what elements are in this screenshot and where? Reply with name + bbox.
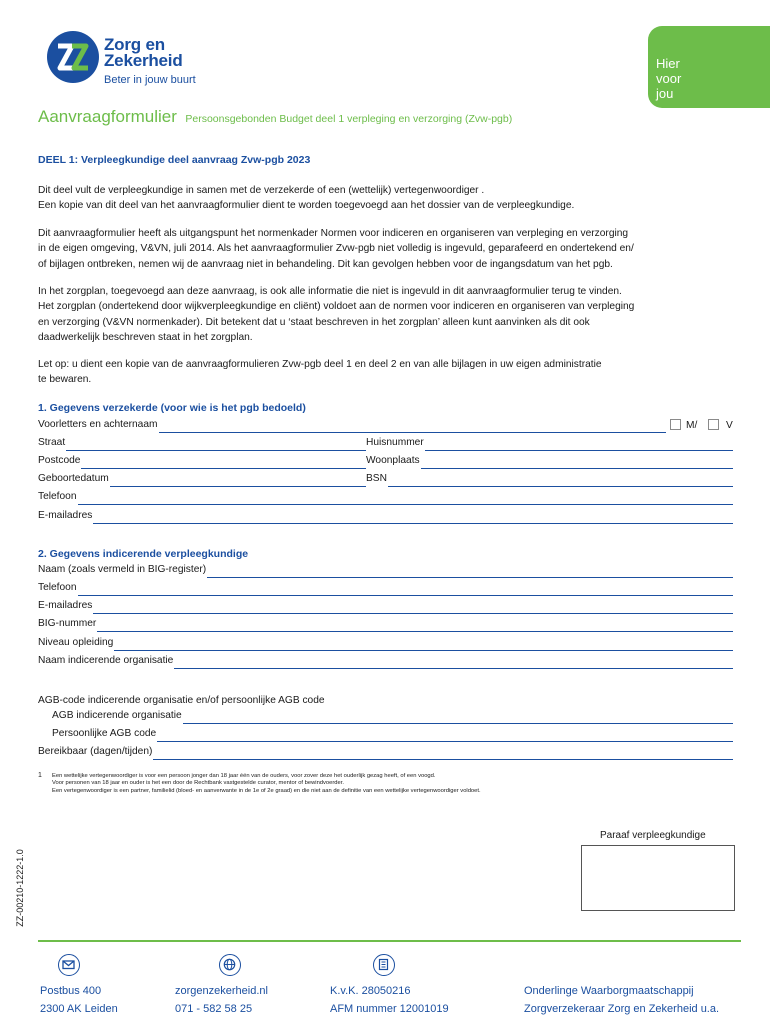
telefoon-field[interactable] bbox=[38, 491, 733, 505]
deel1-heading: DEEL 1: Verpleegkundige deel aanvraag Zvw-pgb 2023 bbox=[38, 154, 311, 166]
intro-paragraph-2 bbox=[38, 226, 738, 272]
tab-line1: Hier bbox=[656, 56, 680, 71]
p3-line: Het zorgplan (ondertekend door wijkverpleegkundige en cliënt) voldoet aan de normen voor indiceren en organiseren van verpleging bbox=[38, 301, 635, 313]
organisatie-label: Naam indicerende organisatie bbox=[38, 655, 174, 666]
vpk-email-field[interactable] bbox=[38, 600, 733, 614]
postcode-input-line[interactable] bbox=[81, 457, 366, 469]
p2-line: Dit aanvraagformulier heeft als uitgangspunt het normenkader Normen voor indiceren en organiseren van verpleging en verzorging bbox=[38, 228, 629, 239]
agb-org-field[interactable] bbox=[52, 710, 733, 724]
voorletters-label: Voorletters en achternaam bbox=[38, 419, 158, 430]
footer-website-link[interactable]: zorgenzekerheid.nl bbox=[175, 985, 268, 997]
agb-intro-text: AGB-code indicerende organisatie en/of persoonlijke AGB code bbox=[38, 695, 325, 706]
email-label: E-mailadres bbox=[38, 510, 93, 521]
naam-big-field[interactable] bbox=[38, 564, 733, 578]
straat-field[interactable] bbox=[38, 437, 366, 451]
bsn-label: BSN bbox=[366, 473, 387, 484]
geboortedatum-field[interactable] bbox=[38, 473, 366, 487]
p1-line: Een kopie van dit deel van het aanvraagformulier dient te worden toegevoegd aan het dossier van de verpleegkundige. bbox=[38, 200, 575, 212]
section1-heading: 1. Gegevens verzekerde (voor wie is het pgb bedoeld) bbox=[38, 402, 306, 414]
voorletters-input-line[interactable] bbox=[159, 421, 667, 433]
section2-heading: 2. Gegevens indicerende verpleegkundige bbox=[38, 548, 249, 560]
brand-tagline: Beter in jouw buurt bbox=[104, 74, 196, 86]
naam-big-input-line[interactable] bbox=[207, 566, 733, 578]
email-input-line[interactable] bbox=[93, 512, 733, 524]
agb-intro bbox=[38, 693, 738, 708]
postcode-label: Postcode bbox=[38, 455, 81, 466]
gender-m-label: M/ bbox=[686, 420, 698, 431]
vpk-telefoon-field[interactable] bbox=[38, 582, 733, 596]
tab-line2: voor bbox=[656, 71, 682, 86]
organisatie-input-line[interactable] bbox=[174, 657, 733, 669]
geboortedatum-input-line[interactable] bbox=[110, 475, 366, 487]
paraaf-box[interactable] bbox=[581, 845, 735, 911]
gender-v-checkbox[interactable] bbox=[708, 419, 719, 430]
footer-postcode: 2300 AK Leiden bbox=[40, 1003, 118, 1015]
p3-line: en verzorging (V&VN normenkader). Dit betekent dat u ‘staat beschreven in het zorgplan’ alleen kunt aanvinken als dit ook bbox=[38, 316, 590, 328]
p3-line: In het zorgplan, toegevoegd aan deze aanvraag, is ook alle informatie die niet is ingevuld in dit aanvraagformulier terug te vinden. bbox=[38, 286, 622, 297]
footer-contact bbox=[175, 982, 268, 1018]
agb-org-input-line[interactable] bbox=[183, 712, 733, 724]
naam-big-label: Naam (zoals vermeld in BIG-register) bbox=[38, 564, 207, 575]
footer-address bbox=[40, 982, 118, 1018]
straat-input-line[interactable] bbox=[66, 439, 366, 451]
bereikbaar-input-line[interactable] bbox=[153, 748, 733, 760]
brand-name-line2: Zekerheid bbox=[104, 51, 183, 70]
footer-registration bbox=[330, 982, 449, 1018]
footer-postbus: Postbus 400 bbox=[40, 985, 102, 997]
woonplaats-field[interactable] bbox=[366, 455, 733, 469]
huisnummer-label: Huisnummer bbox=[366, 437, 424, 448]
big-nummer-label: BIG-nummer bbox=[38, 618, 97, 629]
woonplaats-input-line[interactable] bbox=[421, 457, 733, 469]
footnote-line: Een wettelijke vertegenwoordiger is voor een persoon jonger dan 18 jaar één van de ouders, voor zover deze het ouderlijk gezag heeft, of een voogd. bbox=[52, 773, 436, 779]
footer-phone: 071 - 582 58 25 bbox=[175, 1003, 253, 1015]
hier-voor-jou-tab bbox=[648, 26, 770, 108]
vpk-telefoon-label: Telefoon bbox=[38, 582, 77, 593]
bereikbaar-field[interactable] bbox=[38, 746, 733, 760]
p2-line: of bijlagen ontbreken, nemen wij de aanvraag niet in behandeling. Dit kan gevolgen hebben voor de ingangsdatum van het pgb. bbox=[38, 258, 613, 270]
niveau-opleiding-input-line[interactable] bbox=[114, 639, 733, 651]
p1-line: Dit deel vult de verpleegkundige in samen met de verzekerde of een (wettelijk) vertegenwoordiger . bbox=[38, 185, 485, 196]
mail-icon bbox=[58, 954, 80, 976]
vpk-email-input-line[interactable] bbox=[93, 602, 733, 614]
intro-paragraph-4 bbox=[38, 357, 738, 388]
agb-persoonlijk-label: Persoonlijke AGB code bbox=[52, 728, 157, 739]
woonplaats-label: Woonplaats bbox=[366, 455, 420, 466]
p4-line: Let op: u dient een kopie van de aanvraagformulieren Zvw-pgb deel 1 en deel 2 en van alle bijlagen in uw eigen administratie bbox=[38, 359, 602, 370]
agb-persoonlijk-input-line[interactable] bbox=[157, 730, 733, 742]
tab-line3: jou bbox=[656, 86, 674, 101]
bsn-input-line[interactable] bbox=[388, 475, 733, 487]
big-nummer-input-line[interactable] bbox=[97, 620, 733, 632]
vpk-telefoon-input-line[interactable] bbox=[78, 584, 733, 596]
title-main: Aanvraagformulier bbox=[38, 107, 177, 126]
bsn-field[interactable] bbox=[366, 473, 733, 487]
brand-name-line1: Zorg en bbox=[104, 35, 165, 54]
footnote-line: Een vertegenwoordiger is een partner, familielid (bloed- en aanverwante in de 1e of 2e graad) en die niet aan de definitie van een wettelijke vertegenwoordiger voldoet. bbox=[52, 787, 481, 794]
globe-icon bbox=[219, 954, 241, 976]
niveau-opleiding-field[interactable] bbox=[38, 637, 733, 651]
telefoon-input-line[interactable] bbox=[78, 493, 733, 505]
p2-line: in de eigen omgeving, V&VN, juli 2014. Als het aanvraagformulier Zvw-pgb niet volledig is ingevuld, geparafeerd en ondertekend en/ bbox=[38, 243, 634, 255]
email-field[interactable] bbox=[38, 510, 733, 524]
footer-kvk: K.v.K. 28050216 bbox=[330, 985, 411, 997]
zz-logo-icon bbox=[46, 30, 100, 84]
footer-legal-line2: Zorgverzekeraar Zorg en Zekerheid u.a. bbox=[524, 1003, 720, 1015]
gender-v-label: V bbox=[726, 420, 733, 431]
huisnummer-input-line[interactable] bbox=[425, 439, 733, 451]
footer-legal-line1: Onderlinge Waarborgmaatschappij bbox=[524, 985, 694, 997]
footnote-number: 1 bbox=[38, 772, 42, 779]
straat-label: Straat bbox=[38, 437, 66, 448]
telefoon-label: Telefoon bbox=[38, 491, 77, 502]
agb-persoonlijk-field[interactable] bbox=[52, 728, 733, 742]
title-sub: Persoonsgebonden Budget deel 1 verpleging en verzorging (Zvw-pgb) bbox=[185, 113, 513, 125]
footer-afm: AFM nummer 12001019 bbox=[330, 1003, 449, 1015]
document-code: ZZ-00210-1222-1.0 bbox=[15, 849, 25, 927]
geboortedatum-label: Geboortedatum bbox=[38, 473, 109, 484]
vpk-email-label: E-mailadres bbox=[38, 600, 93, 611]
p3-line: daadwerkelijk beschreven staat in het zorgplan. bbox=[38, 331, 253, 343]
footer-legal bbox=[524, 982, 719, 1018]
intro-paragraph-1 bbox=[38, 183, 738, 214]
gender-m-checkbox[interactable] bbox=[670, 419, 681, 430]
agb-org-label: AGB indicerende organisatie bbox=[52, 710, 182, 721]
company-logo bbox=[46, 30, 226, 90]
voorletters-field[interactable] bbox=[38, 419, 666, 433]
p4-line: te bewaren. bbox=[38, 374, 92, 386]
building-icon bbox=[373, 954, 395, 976]
paraaf-label: Paraaf verpleegkundige bbox=[600, 830, 706, 841]
footer-divider bbox=[38, 940, 741, 942]
organisatie-field[interactable] bbox=[38, 655, 733, 669]
niveau-opleiding-label: Niveau opleiding bbox=[38, 637, 114, 648]
postcode-field[interactable] bbox=[38, 455, 366, 469]
bereikbaar-label: Bereikbaar (dagen/tijden) bbox=[38, 746, 153, 757]
huisnummer-field[interactable] bbox=[366, 437, 733, 451]
footnote-line: Voor personen van 18 jaar en ouder is het een door de Rechtbank vastgestelde curator, mentor of bewindvoerder. bbox=[52, 780, 344, 787]
form-title bbox=[38, 107, 512, 127]
big-nummer-field[interactable] bbox=[38, 618, 733, 632]
intro-paragraph-3 bbox=[38, 284, 738, 345]
